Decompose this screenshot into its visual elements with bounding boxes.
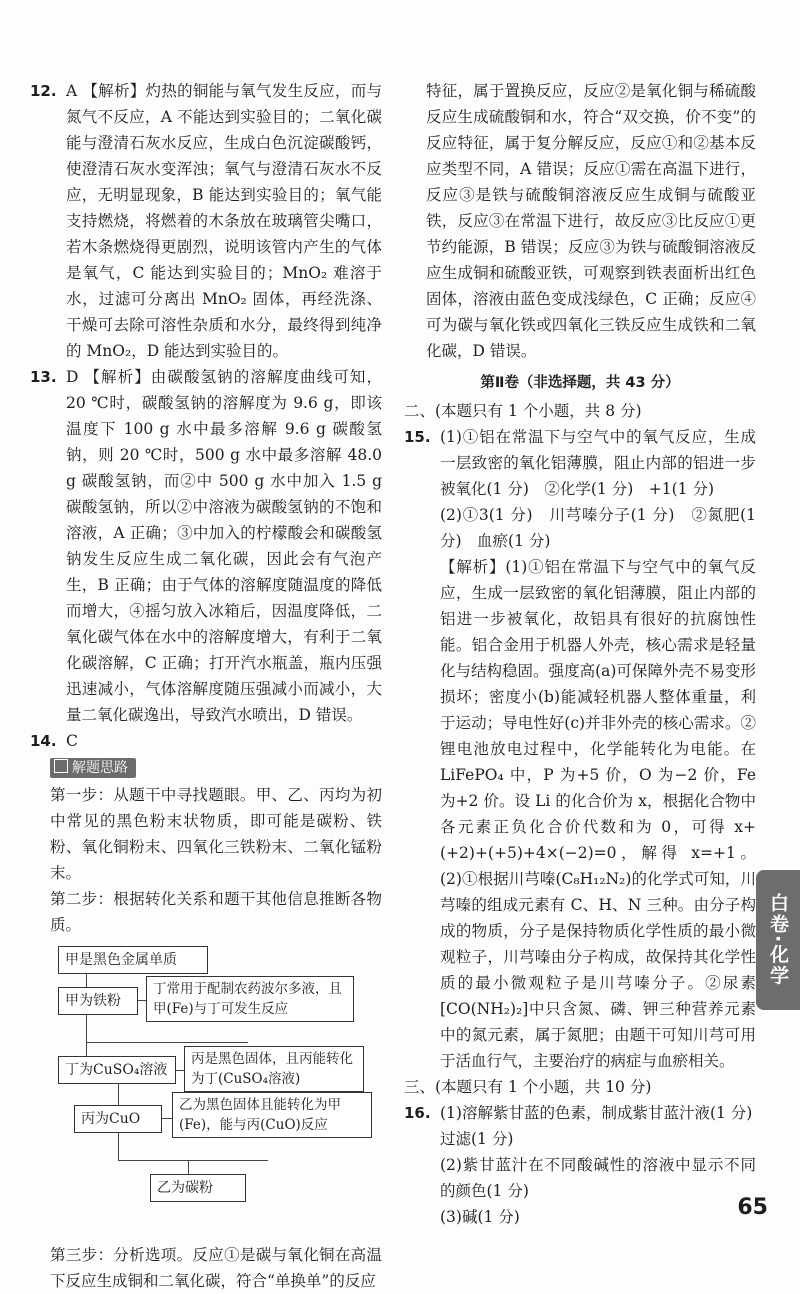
question-number: 13. [30,368,57,386]
answer-text: A 【解析】灼热的铜能与氧气发生反应，而与氮气不反应，A 不能达到实验目的；二氧化碳能与澄清石灰水反应，生成白色沉淀碳酸钙，使澄清石灰水变浑浊；氧气与澄清石灰水不反应，无明显现象，B 能达到实验目的；氧气能支持燃烧，将燃着的木条放在玻璃管尖嘴口，若木条燃烧得更剧烈，说明该管内产生的气体是氧气，C 能达到实验目的；MnO₂ 难溶于水，过滤可分离出 MnO₂ 固体，再经洗涤、干燥可去除可溶性杂质和水分，最终得到纯净的 MnO₂，D 能达到实验目的。 [66,82,382,360]
flow-connector [176,1070,184,1071]
part-heading: 三、(本题只有 1 个小题，共 10 分) [404,1078,652,1096]
analysis-text: 【解析】(1)①铝在常温下与空气中的氧气反应，生成一层致密的氧化铝薄膜，阻止内部的铝进一步被氧化，故铝具有很好的抗腐蚀性能。铝合金用于机器人外壳，核心需求是轻量化与结构稳固。强度高(a)可保障外壳不易变形损坏；密度小(b)能减轻机器人整体重量，利于运动；导电性好(c)并非外壳的核心需求。②锂电池放电过程中，化学能转化为电能。在 LiFePO₄ 中，P 为+5 价，O 为−2 价，Fe 为+2 价。设 Li 的化合价为 x，根据化合物中各元素正负化合价代数和为 0，可得 x+(+2)+(+5)+4×(−2)=0，解得 x=+1。(2)①根据川芎嗪(C₈H₁₂N₂)的化学式可知，川芎嗪的组成元素有 C、H、N 三种。由分子构成的物质，分子是保持物质化学性质的最小微观粒子，川芎嗪由分子构成，故保持其化学性质的最小微观粒子是川芎嗪分子。②尿素[CO(NH₂)₂]中只含氮、磷、钾三种营养元素中的氮元素，属于氮肥；由题干可知川芎可用于活血行气，主要治疗的病症与血瘀相关。 [440,558,756,1070]
question-14 [30,728,382,754]
answer-line: (1)溶解紫甘蓝的色素，制成紫甘蓝汁液(1 分) [440,1104,753,1122]
flow-connector [138,1000,146,1001]
flow-box-7: 乙为黑色固体且能转化为甲(Fe)，能与丙(CuO)反应 [172,1092,372,1138]
flow-box-4: 丁为CuSO₄溶液 [58,1056,176,1084]
flow-box-1: 甲是黑色金属单质 [58,946,208,974]
answer-line: 过滤(1 分) [440,1130,514,1148]
answer-text: C [66,732,78,750]
flow-connector [86,1014,87,1042]
section-title: 第Ⅱ卷（非选择题，共 43 分） [480,375,680,391]
page-number: 65 [737,1195,768,1220]
subject-side-tab: 白卷·化学 [756,870,800,1010]
right-column [404,78,756,1230]
solution-approach [30,754,382,1294]
solution-tag [50,758,136,778]
flow-connector [86,1042,87,1056]
tag-label: 解题思路 [72,760,128,776]
question-12 [30,78,382,364]
flow-connector [118,1083,119,1105]
flow-box-6: 丙为CuO [74,1105,162,1133]
answer-text: D 【解析】由碳酸氢钠的溶解度曲线可知，20 ℃时，碳酸氢钠的溶解度为 9.6 g，即该温度下 100 g 水中最多溶解 9.6 g 碳酸氢钠，则 20 ℃时，500 g 水中最多溶解 48.0 g 碳酸氢钠，而②中 500 g 水中加入 1.5 g 碳酸氢钠，所以②中溶液为碳酸氢钠的不饱和溶液，A 正确；③中加入的柠檬酸会和碳酸氢钠发生反应生成二氧化碳，因此会有气泡产生，B 正确；由于气体的溶解度随温度的降低而增大，④摇匀放入冰箱后，因温度降低，二氧化碳气体在水中的溶解度增大，有利于二氧化碳溶解，C 正确；打开汽水瓶盖，瓶内压强迅速减小，气体溶解度随压强减小而减小，大量二氧化碳逸出，导致汽水喷出，D 错误。 [66,368,382,724]
step-1: 第一步：从题干中寻找题眼。甲、乙、丙均为初中常见的黑色粉末状物质，即可能是碳粉、铁粉、氧化铜粉末、四氧化三铁粉末、二氧化锰粉末。 [50,786,382,882]
question-number: 16. [404,1104,431,1122]
notepad-icon [54,759,68,773]
step-3: 第三步：分析选项。反应①是碳与氧化铜在高温下反应生成铜和二氧化碳，符合“单换单”的反应 [50,1246,382,1290]
flow-box-3: 丁常用于配制农药波尔多液，且甲(Fe)与丁可发生反应 [146,976,354,1022]
question-16 [404,1100,756,1230]
step-2: 第二步：根据转化关系和题干其他信息推断各物质。 [50,890,382,934]
flow-connector [86,1042,248,1043]
question-13 [30,364,382,728]
q14-continued: 特征，属于置换反应，反应②是氧化铜与稀硫酸反应生成硫酸铜和水，符合“双交换，价不变”的反应特征，属于复分解反应，反应①和②基本反应类型不同，A 错误；反应①需在高温下进行，反应③是铁与硫酸铜溶液反应生成铜与硫酸亚铁，反应③在常温下进行，故反应③比反应①更节约能源，B 错误；反应③为铁与硫酸铜溶液反应生成铜和硫酸亚铁，可观察到铁表面析出红色固体，溶液由蓝色变成浅绿色，C 正确；反应④可为碳与氧化铁或四氧化三铁反应生成铁和二氧化碳，D 错误。 [426,82,756,360]
flow-box-5: 丙是黑色固体，且丙能转化为丁(CuSO₄溶液) [184,1046,364,1092]
flow-connector [162,1118,172,1119]
question-number: 12. [30,82,57,100]
part-heading: 二、(本题只有 1 个小题，共 8 分) [404,402,642,420]
inference-flowchart [58,946,388,1236]
answer-line: (2)①3(1 分) 川芎嗪分子(1 分) ②氮肥(1 分) 血瘀(1 分) [440,506,756,550]
answer-line: (3)碱(1 分) [440,1208,520,1226]
flow-box-8: 乙为碳粉 [150,1174,246,1202]
flow-connector [188,1160,189,1174]
answer-line: (1)①铝在常温下与空气中的氧气反应，生成一层致密的氧化铝薄膜，阻止内部的铝进一步被氧化(1 分) ②化学(1 分) +1(1 分) [440,428,756,498]
question-15 [404,424,756,1074]
flow-connector [118,1132,119,1160]
question-number: 14. [30,732,57,750]
flow-box-2: 甲为铁粉 [58,987,138,1015]
flow-connector [118,1160,268,1161]
answer-line: (2)紫甘蓝汁在不同酸碱性的溶液中显示不同的颜色(1 分) [440,1156,756,1200]
question-number: 15. [404,428,431,446]
left-column [30,78,382,1294]
flow-connector [86,973,87,987]
